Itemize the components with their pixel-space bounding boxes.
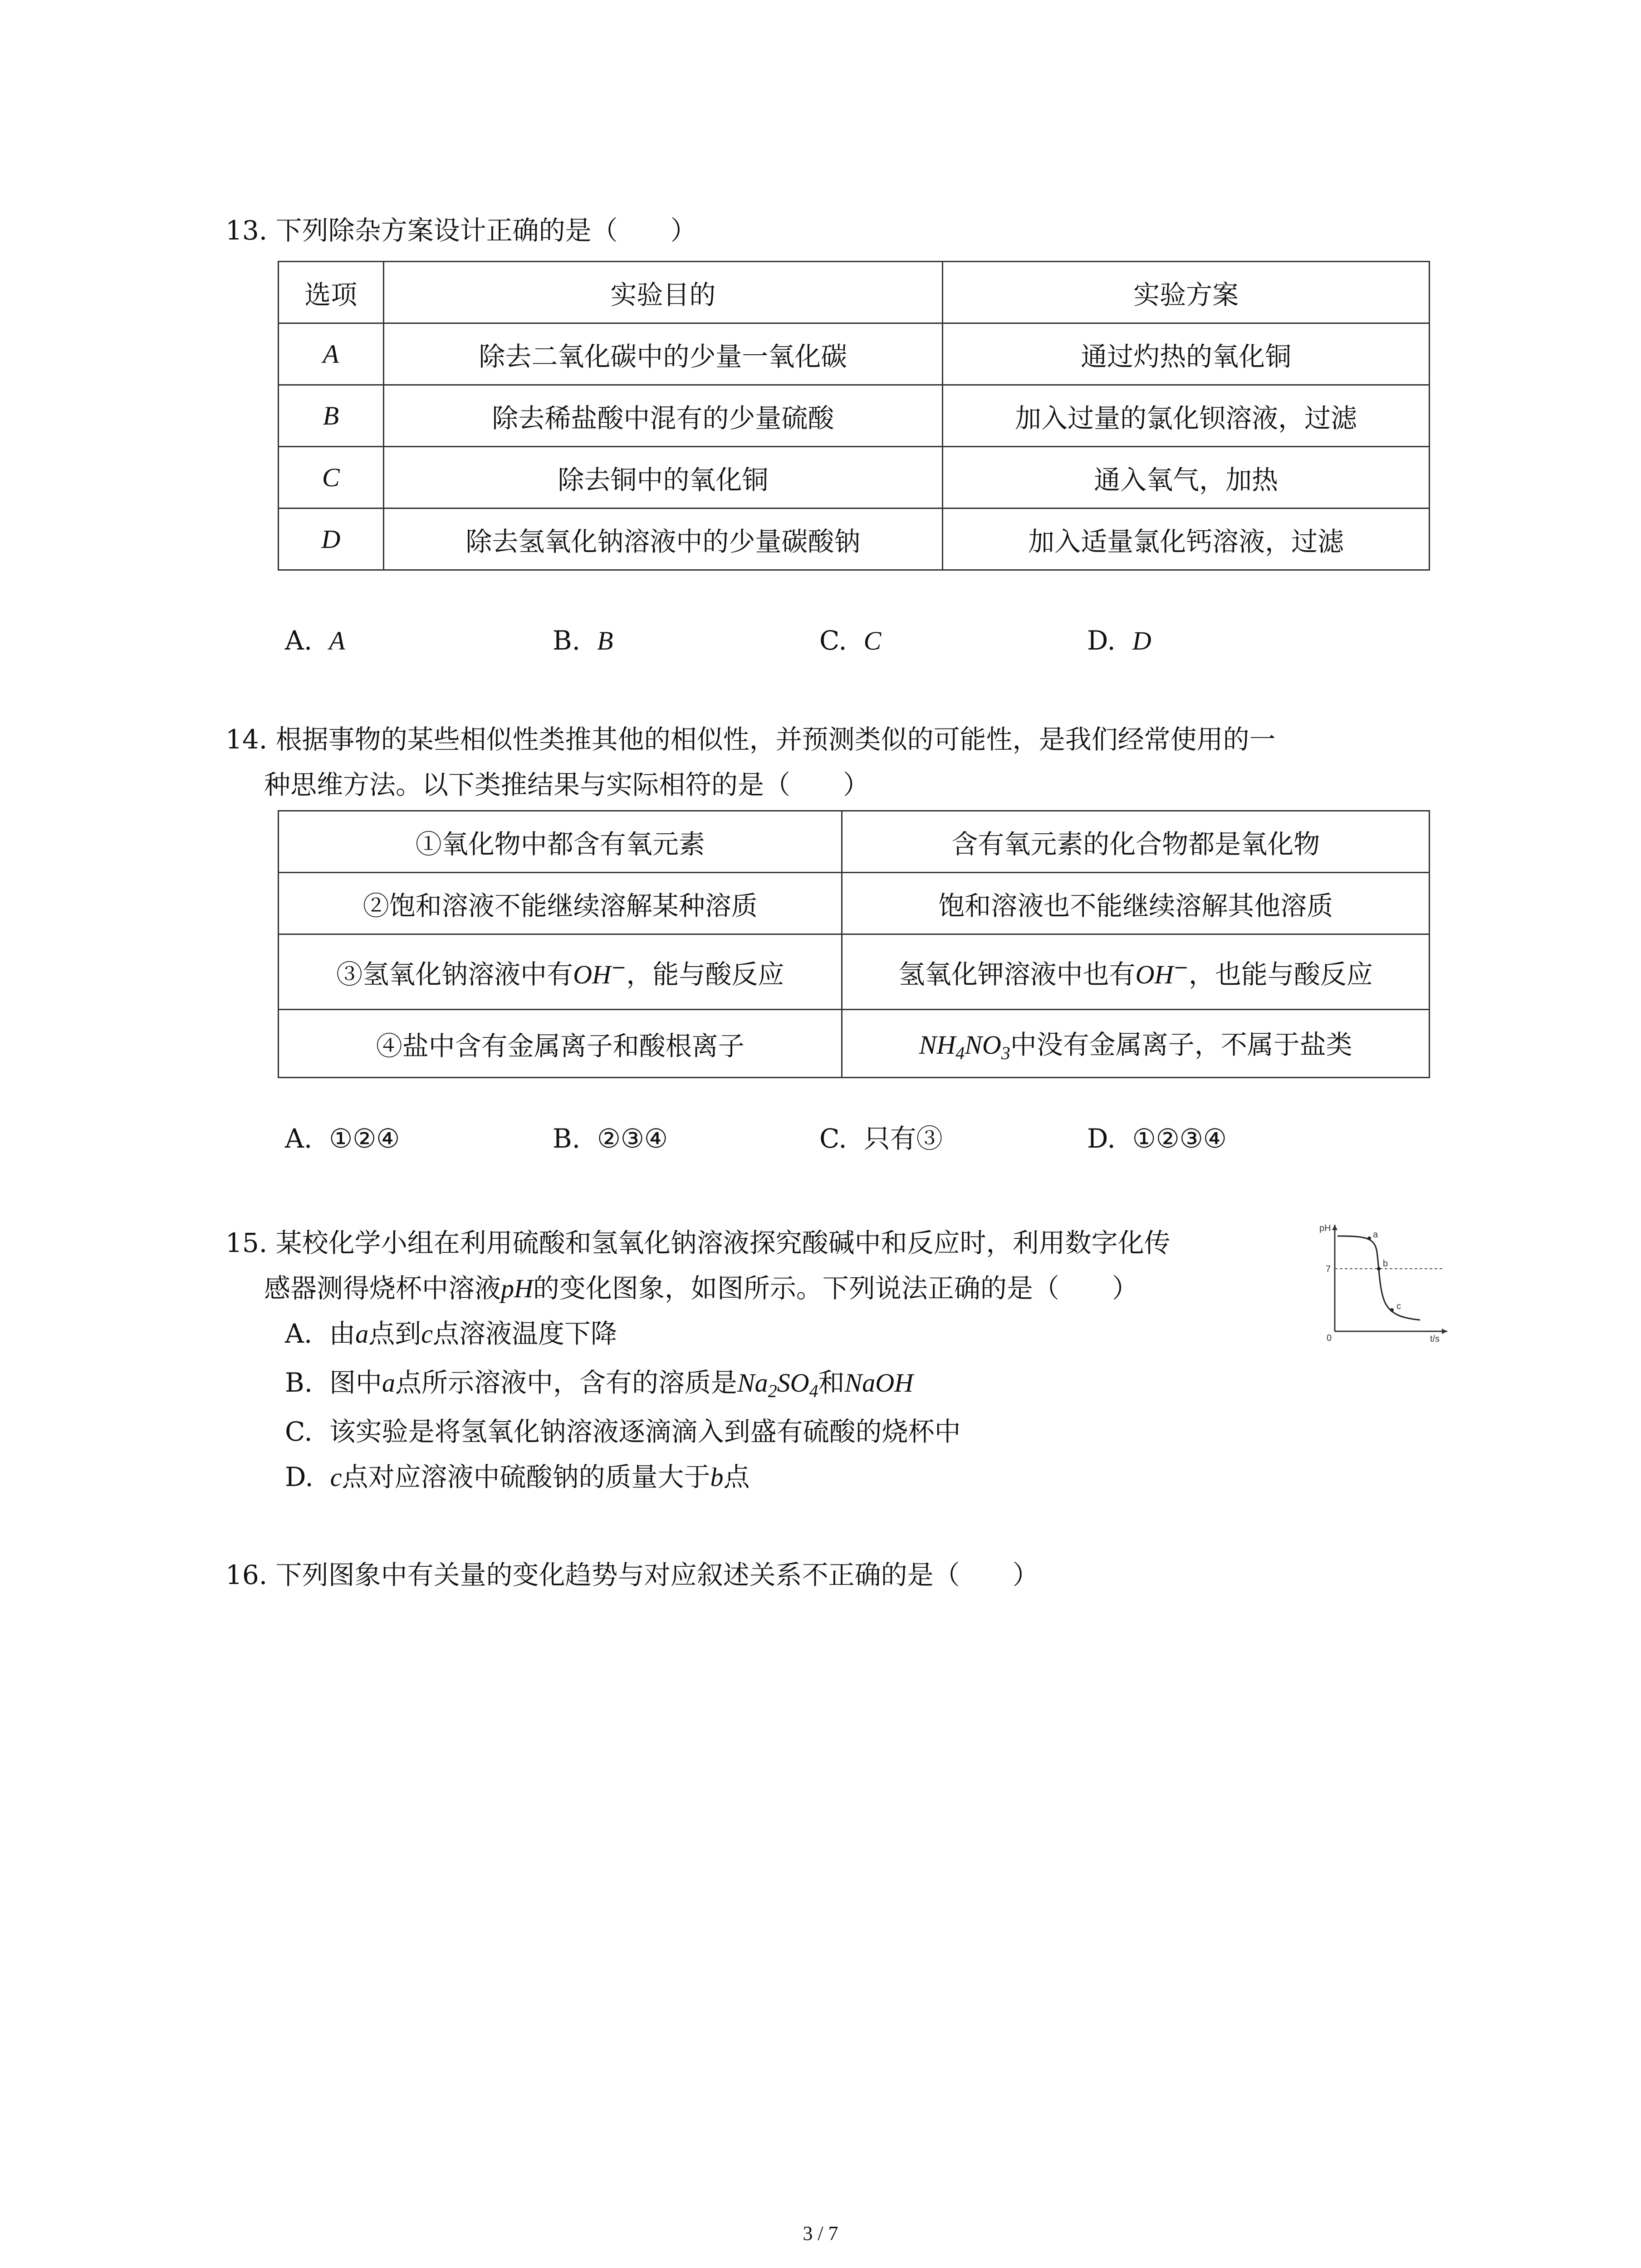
- option-text: 点对应溶液中硫酸钠的质量大于: [342, 1461, 710, 1492]
- ion-formula: OH: [573, 959, 611, 989]
- inference-text: 中没有金属离子，不属于盐类: [1010, 1029, 1352, 1060]
- inference-text: 氢氧化钾溶液中也有: [898, 958, 1136, 990]
- row-key: B: [279, 385, 384, 447]
- row-purpose: 除去铜中的氧化铜: [383, 447, 943, 508]
- x-axis-label: t/s: [1430, 1334, 1440, 1343]
- q13-option-a[interactable]: [285, 622, 345, 659]
- q13-stem: 13. 下列除杂方案设计正确的是（ ）: [225, 215, 697, 246]
- option-label: A.: [285, 625, 313, 656]
- row-inference: [842, 1010, 1430, 1078]
- q13-table: [278, 261, 1430, 571]
- row-purpose: 除去稀盐酸中混有的少量硫酸: [383, 385, 943, 447]
- table-row: [279, 811, 1430, 873]
- ph-curve-figure: [1316, 1216, 1452, 1343]
- formula: NO: [965, 1030, 1001, 1060]
- option-value: C: [863, 626, 882, 655]
- option-label: C.: [819, 625, 847, 656]
- option-label: B.: [553, 1123, 581, 1154]
- option-label: B.: [285, 1367, 313, 1398]
- stem-text: 感器测得烧杯中溶液: [264, 1273, 501, 1304]
- table-row: [279, 934, 1430, 1010]
- table-row: [279, 508, 1430, 570]
- row-key: A: [279, 323, 384, 385]
- option-text: 点所示溶液中，含有的溶质是: [395, 1367, 737, 1398]
- q13-option-c[interactable]: [819, 622, 881, 659]
- option-text: 该实验是将氢氧化钠溶液逐滴滴入到盛有硫酸的烧杯中: [329, 1416, 961, 1447]
- row-method: 通过灼热的氧化铜: [943, 323, 1430, 385]
- formula: NH: [919, 1030, 956, 1060]
- y-axis-label: pH: [1319, 1223, 1331, 1233]
- q14-stem-line2: 种思维方法。以下类推结果与实际相符的是（ ）: [264, 769, 870, 800]
- inference-text: ，也能与酸反应: [1188, 958, 1373, 990]
- table-row: [279, 323, 1430, 385]
- ion-charge: −: [611, 957, 627, 978]
- option-value: A: [329, 626, 345, 655]
- q15-option-d[interactable]: [285, 1459, 750, 1496]
- origin-label: 0: [1327, 1333, 1332, 1343]
- option-value: ①②③④: [1132, 1123, 1227, 1154]
- q15-option-c[interactable]: [285, 1413, 961, 1450]
- q13-option-d[interactable]: [1087, 622, 1151, 659]
- stem-text: 的变化图象，如图所示。下列说法正确的是（ ）: [533, 1273, 1138, 1304]
- point-c: [1390, 1308, 1394, 1312]
- q14-table: [278, 810, 1430, 1078]
- row-premise: ①氧化物中都含有氧元素: [279, 811, 842, 873]
- option-text: 图中: [329, 1367, 382, 1398]
- formula: NaOH: [844, 1368, 914, 1398]
- q14-option-b[interactable]: [553, 1120, 668, 1157]
- option-text: 点: [723, 1461, 750, 1492]
- table-header-row: [279, 262, 1430, 323]
- ph-curve: [1337, 1236, 1420, 1320]
- header-purpose: 实验目的: [383, 262, 943, 323]
- option-value: 只有③: [863, 1123, 943, 1154]
- option-label: D.: [1087, 1123, 1116, 1154]
- formula: SO: [777, 1368, 809, 1398]
- table-row: [279, 447, 1430, 508]
- row-method: 通入氧气，加热: [943, 447, 1430, 508]
- q14-option-d[interactable]: [1087, 1120, 1227, 1157]
- option-text: 由: [329, 1318, 356, 1349]
- point-var: a: [355, 1319, 369, 1349]
- row-premise: ④盐中含有金属离子和酸根离子: [279, 1010, 842, 1078]
- point-label-c: c: [1396, 1301, 1401, 1311]
- formula-subscript: 4: [955, 1043, 965, 1063]
- option-value: B: [597, 626, 613, 655]
- q15-option-b[interactable]: [285, 1364, 913, 1409]
- option-label: D.: [285, 1461, 314, 1492]
- option-text: 点溶液温度下降: [432, 1318, 617, 1349]
- point-var: c: [421, 1319, 433, 1349]
- row-inference: [842, 934, 1430, 1010]
- ref-tick-label: 7: [1326, 1264, 1331, 1274]
- option-label: D.: [1087, 625, 1116, 656]
- point-label-b: b: [1383, 1259, 1388, 1269]
- row-key: C: [279, 447, 384, 508]
- ion-formula: OH: [1135, 959, 1174, 989]
- q14-option-c[interactable]: [819, 1120, 943, 1157]
- x-axis-arrow: [1442, 1329, 1447, 1334]
- row-key: D: [279, 508, 384, 570]
- option-label: C.: [285, 1416, 313, 1447]
- formula-subscript: 4: [809, 1381, 818, 1401]
- row-purpose: 除去二氧化碳中的少量一氧化碳: [383, 323, 943, 385]
- page-number: 3 / 7: [803, 2222, 838, 2244]
- row-inference: 含有氧元素的化合物都是氧化物: [842, 811, 1430, 873]
- formula-subscript: 3: [1001, 1043, 1010, 1063]
- option-text: 和: [818, 1367, 845, 1398]
- point-var: c: [330, 1462, 342, 1492]
- ion-charge: −: [1173, 957, 1189, 978]
- q14-stem-line1: 14. 根据事物的某些相似性类推其他的相似性，并预测类似的可能性，是我们经常使用的一: [225, 724, 1276, 755]
- option-value: ②③④: [597, 1123, 668, 1154]
- y-axis-arrow: [1332, 1225, 1337, 1230]
- premise-text: ，能与酸反应: [626, 958, 784, 990]
- row-purpose: 除去氢氧化钠溶液中的少量碳酸钠: [383, 508, 943, 570]
- option-label: A.: [285, 1318, 313, 1349]
- row-method: 加入适量氯化钙溶液，过滤: [943, 508, 1430, 570]
- point-var: a: [382, 1368, 395, 1398]
- row-inference: 饱和溶液也不能继续溶解其他溶质: [842, 873, 1430, 934]
- option-text: 点到: [368, 1318, 421, 1349]
- q14-option-a[interactable]: [285, 1120, 400, 1157]
- option-label: C.: [819, 1123, 847, 1154]
- table-row: [279, 385, 1430, 447]
- row-premise: ②饱和溶液不能继续溶解某种溶质: [279, 873, 842, 934]
- header-method: 实验方案: [943, 262, 1430, 323]
- ph-var: pH: [501, 1274, 533, 1303]
- q15-stem-line1: 15. 某校化学小组在利用硫酸和氢氧化钠溶液探究酸碱中和反应时，利用数字化传: [225, 1227, 1171, 1258]
- option-label: A.: [285, 1123, 313, 1154]
- formula: Na: [737, 1368, 768, 1398]
- point-label-a: a: [1373, 1230, 1378, 1240]
- option-value: D: [1132, 626, 1151, 655]
- q15-stem-line2: [264, 1270, 1138, 1307]
- q16-stem: 16. 下列图象中有关量的变化趋势与对应叙述关系不正确的是（ ）: [225, 1559, 1039, 1590]
- option-label: B.: [553, 625, 581, 656]
- point-var: b: [710, 1462, 724, 1492]
- option-value: ①②④: [329, 1123, 400, 1154]
- row-premise: [279, 934, 842, 1010]
- q15-option-a[interactable]: [285, 1315, 617, 1352]
- point-b: [1377, 1267, 1381, 1271]
- row-method: 加入过量的氯化钡溶液，过滤: [943, 385, 1430, 447]
- q13-option-b[interactable]: [553, 622, 613, 659]
- table-row: [279, 1010, 1430, 1078]
- formula-subscript: 2: [768, 1381, 777, 1401]
- premise-text: ③氢氧化钠溶液中有: [336, 958, 573, 990]
- table-row: [279, 873, 1430, 934]
- header-option: 选项: [279, 262, 384, 323]
- point-a: [1367, 1237, 1371, 1240]
